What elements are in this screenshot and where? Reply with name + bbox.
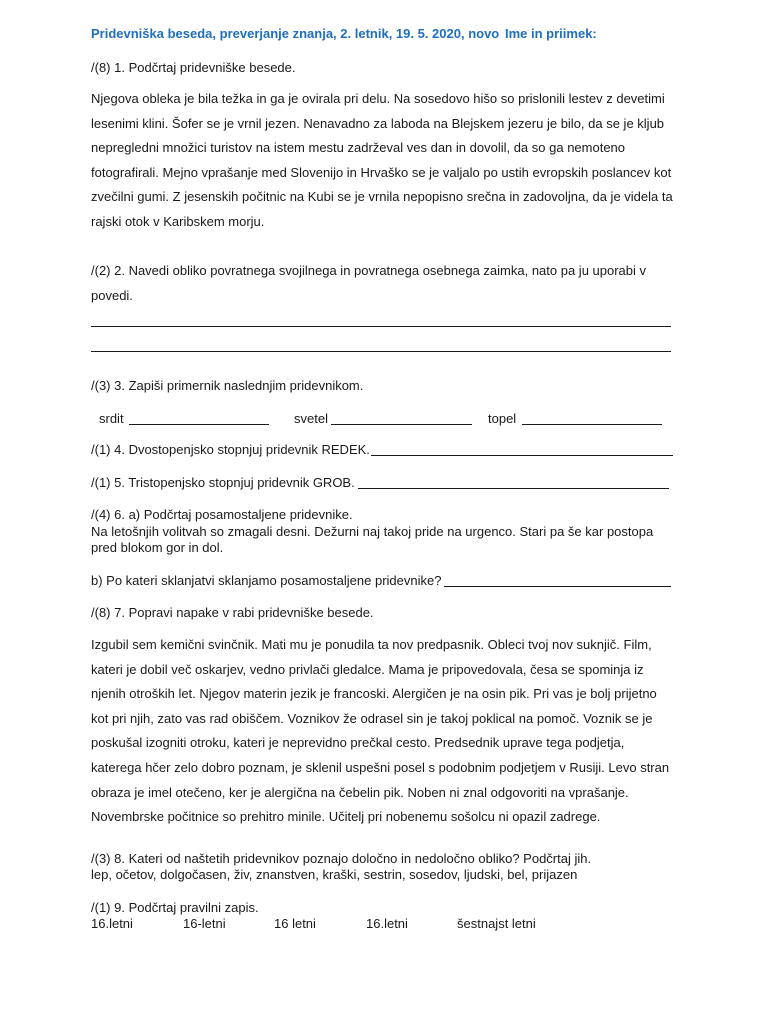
q3-word-srdit: srdit [99, 411, 124, 426]
q7-line: njenih otroških let. Njegov materin jezik je francoski. Alergičen je na osin pik. Pri vas je bolj prijetno [91, 686, 657, 702]
q1-text [91, 87, 681, 235]
q7-line: katerega hčer zelo dobro poznam, je sklenil uspešni posel s podobnim podjetjem v Rusiji. Levo stran [91, 759, 670, 775]
q7-line: poskušal izogniti otroku, kateri je neprevidno prečkal cesto. Predsednik uprave tega podjetja, [91, 735, 625, 751]
q2-answer-line[interactable] [91, 326, 671, 327]
q3-heading: /(3) 3. Zapiši primernik naslednjim pridevnikom. [91, 378, 364, 393]
q8-heading: /(3) 8. Kateri od naštetih pridevnikov poznajo določno in nedoločno obliko? Podčrtaj jih. [91, 851, 592, 866]
q3-answer-svetel[interactable] [331, 424, 472, 425]
worksheet-title: Pridevniška beseda, preverjanje znanja, 2. letnik, 19. 5. 2020, novo [91, 26, 500, 41]
q6b-text: b) Po kateri sklanjatvi sklanjamo posamostaljene pridevnike? [91, 573, 442, 588]
q2-line: /(2) 2. Navedi obliko povratnega svojilnega in povratnega osebnega zaimka, nato pa ju uporabi v [91, 263, 647, 278]
q9-heading: /(1) 9. Podčrtaj pravilni zapis. [91, 900, 259, 915]
q7-line: kot pri njih, zato vas rad obiščem. Voznikov že odrasel sin je takoj poklical na pomoč. Voznik se je [91, 710, 653, 726]
q1-line: lesenimi klini. Šofer se je vrnil jezen. Nenavadno za laboda na Blejskem jezeru je bilo, da se je kljub [91, 115, 665, 131]
q1-line: zvečilni gumi. Z jesenskih počitnic na Kubi se je vrnila nepopisno srečna in zadovoljna, da je videla ta [91, 189, 673, 205]
q4-text: /(1) 4. Dvostopenjsko stopnjuj pridevnik REDEK. [91, 442, 370, 457]
q6-line: Na letošnjih volitvah so zmagali desni. Dežurni naj takoj pride na urgenco. Stari pa še kar postopa [91, 524, 654, 539]
q9-option[interactable]: 16.letni [366, 916, 408, 931]
q9-option[interactable]: 16-letni [183, 916, 226, 931]
q7-text [91, 633, 681, 830]
q6-text [91, 524, 681, 556]
q3-answer-topel[interactable] [522, 424, 662, 425]
q2-text [91, 259, 681, 308]
q7-heading: /(8) 7. Popravi napake v rabi pridevniške besede. [91, 605, 374, 620]
q5-text: /(1) 5. Tristopenjsko stopnjuj pridevnik GROB. [91, 475, 355, 490]
q3-answer-srdit[interactable] [129, 424, 269, 425]
q1-line: fotografirali. Mejno vprašanje med Slovenijo in Hrvaško se je valjalo po ustih evropskih poslancev kot [91, 164, 672, 180]
q3-word-topel: topel [488, 411, 517, 426]
q2-answer-line[interactable] [91, 351, 671, 352]
q4-answer-line[interactable] [371, 455, 673, 456]
q6-heading: /(4) 6. a) Podčrtaj posamostaljene pridevnike. [91, 507, 353, 522]
q8-adjective-list: lep, očetov, dolgočasen, živ, znanstven, kraški, sestrin, sosedov, ljudski, bel, prijazen [91, 867, 578, 882]
q6b-answer-line[interactable] [444, 586, 671, 587]
q7-line: Izgubil sem kemični svinčnik. Mati mu je ponudila ta nov predpasnik. Obleci tvoj nov suknjič. Film, [91, 637, 652, 652]
q1-heading: /(8) 1. Podčrtaj pridevniške besede. [91, 60, 296, 75]
q1-line: nepregledni množici turistov na istem mestu zadrževal ves dan in dovolil, da so ga nemoteno [91, 140, 626, 156]
q1-line: Njegova obleka je bila težka in ga je ovirala pri delu. Na sosedovo hišo so prislonili lestev z devetimi [91, 91, 665, 106]
q9-option[interactable]: 16 letni [274, 916, 316, 931]
q1-line: rajski otok v Karibskem morju. [91, 213, 265, 229]
q6-line: pred blokom gor in dol. [91, 540, 224, 555]
q5-answer-line[interactable] [358, 488, 669, 489]
q7-line: Novembrske počitnice so prehitro minile. Učitelj pri nobenemu sošolcu ni opazil zadrege. [91, 809, 601, 825]
name-label: Ime in priimek: [505, 26, 597, 41]
q2-line: povedi. [91, 287, 133, 303]
q7-line: obraza je imel otečeno, ker je alergična na čebelin pik. Noben ni znal odgovoriti na vprašanje. [91, 784, 629, 800]
q7-line: kateri je dobil več oskarjev, vedno privlači gledalce. Mama je pripovedovala, česa se spominja iz [91, 661, 644, 677]
q9-option[interactable]: 16.letni [91, 916, 133, 931]
q9-option[interactable]: šestnajst letni [457, 916, 536, 931]
q3-word-svetel: svetel [294, 411, 328, 426]
